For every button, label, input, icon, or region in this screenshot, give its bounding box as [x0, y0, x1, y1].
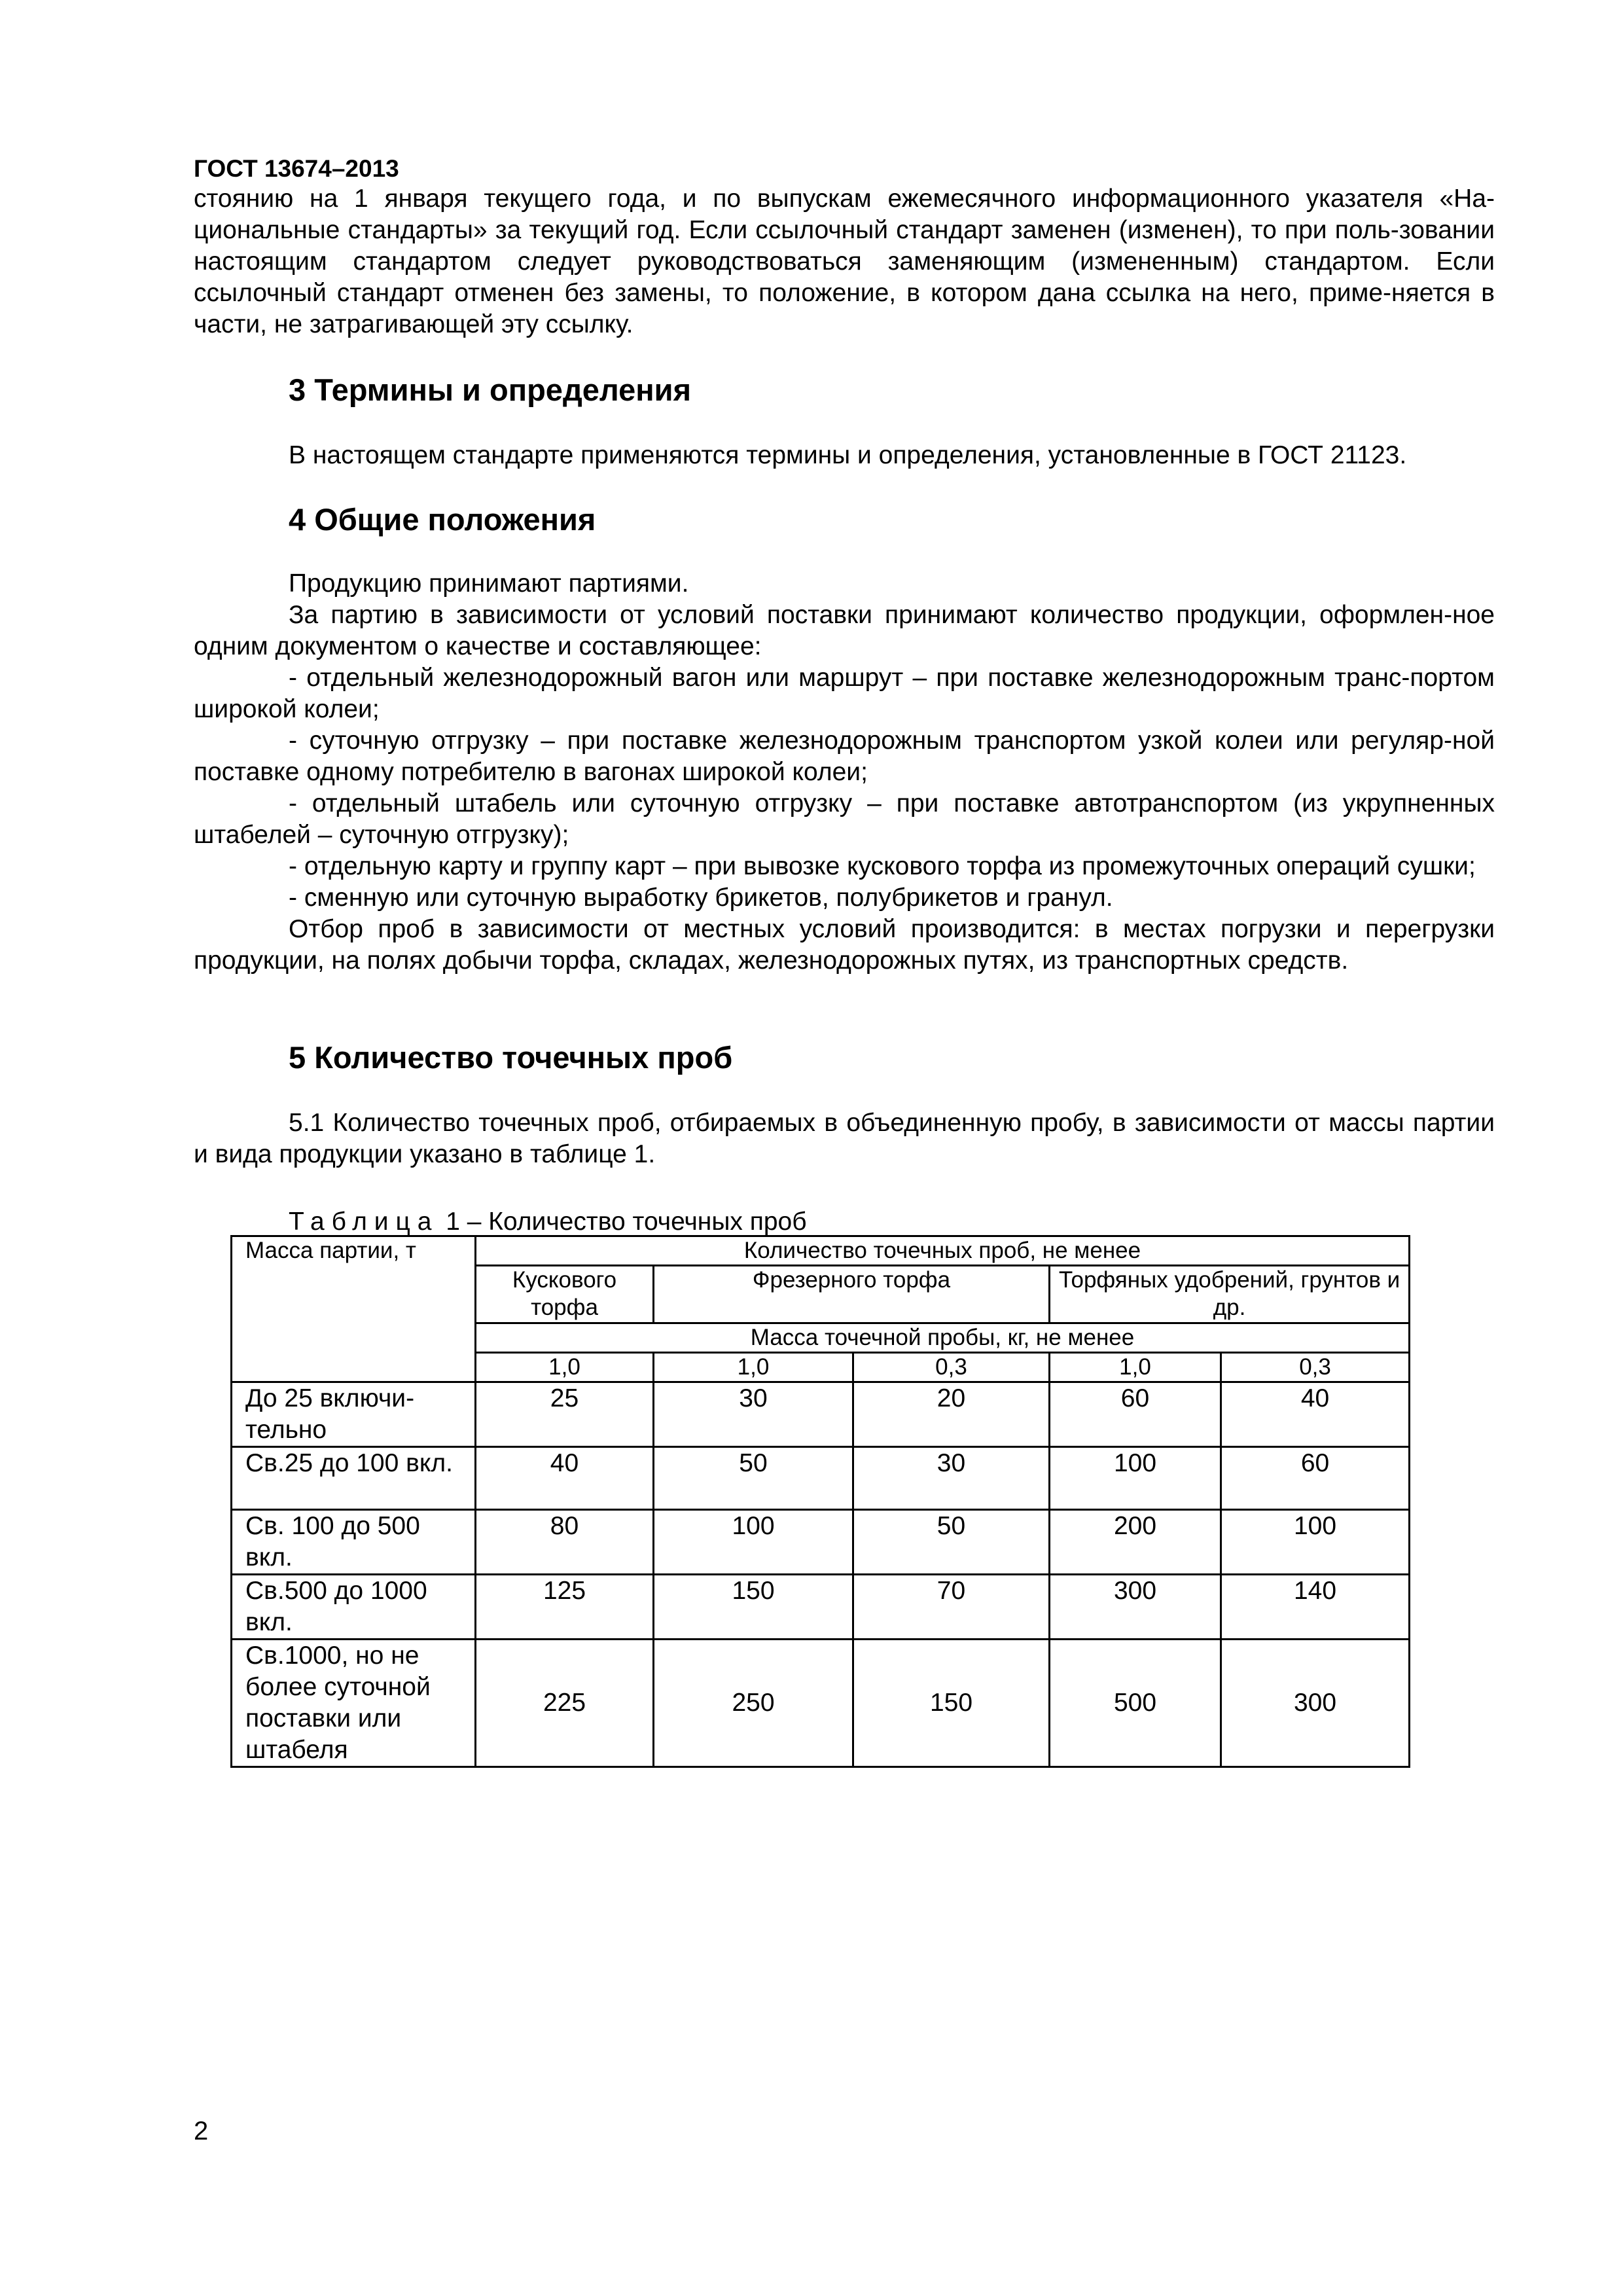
- section-4-paragraph-1: Продукцию принимают партиями.: [289, 569, 689, 598]
- table-cell: 60: [1050, 1382, 1221, 1447]
- row-label: Св.25 до 100 вкл.: [232, 1447, 476, 1510]
- table-cell: 300: [1050, 1575, 1221, 1640]
- table-row: [232, 1575, 1410, 1640]
- header-peat-fertilizers: Торфяных удобрений, грунтов и др.: [1050, 1266, 1410, 1323]
- list-item: - отдельную карту и группу карт – при вывозке кускового торфа из промежуточных операций сушки;: [289, 852, 1476, 880]
- row-label: Св. 100 до 500 вкл.: [232, 1510, 476, 1575]
- table-cell: 140: [1221, 1575, 1410, 1640]
- table-cell: 30: [853, 1447, 1050, 1510]
- table-cell: 80: [476, 1510, 654, 1575]
- list-item: - отдельный железнодорожный вагон или маршрут – при поставке железнодорожным транс-портом широкой колеи;: [194, 664, 1495, 723]
- document-code-header: ГОСТ 13674–2013: [194, 155, 399, 182]
- list-item: - отдельный штабель или суточную отгрузку – при поставке автотранспортом (из укрупненных штабелей – суточную отгрузку);: [194, 789, 1495, 849]
- table-cell: 40: [1221, 1382, 1410, 1447]
- table-cell: 150: [853, 1640, 1050, 1767]
- section-5-text: 5.1 Количество точечных проб, отбираемых в объединенную пробу, в зависимости от массы партии и вида продукции указано в таблице 1.: [194, 1109, 1495, 1168]
- header-lump-peat: Кускового торфа: [476, 1266, 654, 1323]
- table-cell: 500: [1050, 1640, 1221, 1767]
- row-label: Св.500 до 1000 вкл.: [232, 1575, 476, 1640]
- table-cell: 100: [1050, 1447, 1221, 1510]
- table-1: [230, 1235, 1410, 1768]
- sample-mass-cell: 1,0: [476, 1353, 654, 1382]
- section-3-body: [194, 440, 1495, 471]
- table-row: [232, 1510, 1410, 1575]
- sample-mass-cell: 1,0: [654, 1353, 853, 1382]
- sample-mass-cell: 0,3: [853, 1353, 1050, 1382]
- table-cell: 20: [853, 1382, 1050, 1447]
- row-label: До 25 включи-тельно: [232, 1382, 476, 1447]
- header-sample-mass: Масса точечной пробы, кг, не менее: [476, 1323, 1410, 1353]
- table-cell: 50: [654, 1447, 853, 1510]
- table-cell: 50: [853, 1510, 1050, 1575]
- table-row: [232, 1640, 1410, 1767]
- table-cell: 30: [654, 1382, 853, 1447]
- table-row: [232, 1382, 1410, 1447]
- section-3-title: 3 Термины и определения: [289, 372, 691, 407]
- table-header-row: [232, 1236, 1410, 1266]
- table-cell: 25: [476, 1382, 654, 1447]
- header-sample-count: Количество точечных проб, не менее: [476, 1236, 1410, 1266]
- table-cell: 150: [654, 1575, 853, 1640]
- table-cell: 125: [476, 1575, 654, 1640]
- table-cell: 60: [1221, 1447, 1410, 1510]
- table-caption-title: 1 – Количество точечных проб: [438, 1208, 807, 1236]
- header-mass-lot: Масса партии, т: [232, 1236, 476, 1382]
- table-1-caption: [289, 1207, 807, 1237]
- row-label: Св.1000, но не более суточной поставки или штабеля: [232, 1640, 476, 1767]
- table-cell: 225: [476, 1640, 654, 1767]
- section-5-body: [194, 1107, 1495, 1170]
- table-cell: 40: [476, 1447, 654, 1510]
- intro-paragraph: [194, 183, 1495, 340]
- section-4-title: 4 Общие положения: [289, 502, 596, 537]
- section-4-paragraph-2: За партию в зависимости от условий поставки принимают количество продукции, оформлен-ное одним документом о качестве и составляющее:: [194, 601, 1495, 660]
- table-cell: 70: [853, 1575, 1050, 1640]
- page-number: 2: [194, 2117, 209, 2145]
- sample-mass-cell: 0,3: [1221, 1353, 1410, 1382]
- table-cell: 300: [1221, 1640, 1410, 1767]
- table-cell: 200: [1050, 1510, 1221, 1575]
- intro-text: стоянию на 1 января текущего года, и по выпускам ежемесячного информационного указателя «На-циональные стандарты» за текущий год. Если ссылочный стандарт заменен (изменен), то при поль-зовании настоящим стандартом следует руководствоваться заменяющим (измененным) стандартом. Если ссылочный стандарт отменен без замены, то положение, в котором дана ссылка на него, приме-няется в части, не затрагивающей эту ссылку.: [194, 185, 1495, 338]
- section-4-paragraph-3: Отбор проб в зависимости от местных условий производится: в местах погрузки и перегрузки продукции, на полях добычи торфа, складах, железнодорожных путях, из транспортных средств.: [194, 915, 1495, 975]
- table-cell: 100: [1221, 1510, 1410, 1575]
- list-item: - сменную или суточную выработку брикетов, полубрикетов и гранул.: [289, 884, 1113, 912]
- section-4-body: [194, 568, 1495, 977]
- header-milled-peat: Фрезерного торфа: [654, 1266, 1050, 1323]
- list-item: - суточную отгрузку – при поставке железнодорожным транспортом узкой колеи или регуляр-ной поставке одному потребителю в вагонах широкой колеи;: [194, 726, 1495, 786]
- table-caption-word: Таблица: [289, 1208, 439, 1236]
- table-cell: 100: [654, 1510, 853, 1575]
- table-cell: 250: [654, 1640, 853, 1767]
- section-5-title: 5 Количество точечных проб: [289, 1040, 733, 1075]
- table-row: [232, 1447, 1410, 1510]
- section-3-text: В настоящем стандарте применяются термины и определения, установленные в ГОСТ 21123.: [289, 441, 1407, 469]
- sample-mass-cell: 1,0: [1050, 1353, 1221, 1382]
